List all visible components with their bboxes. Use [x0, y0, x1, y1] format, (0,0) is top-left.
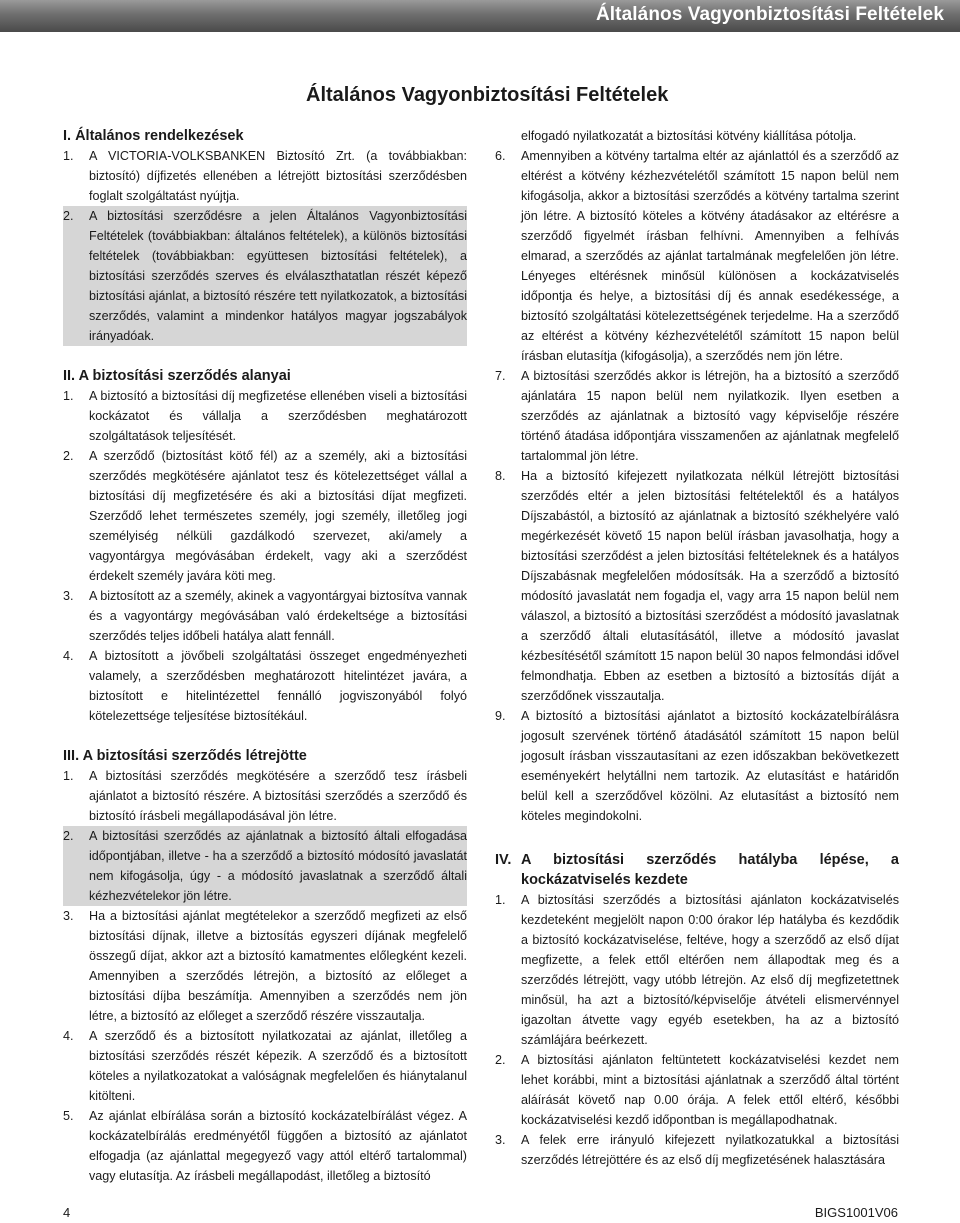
section-title: A biztosítási szerződés hatályba lépése, a kockázatviselés kezdete [521, 852, 899, 888]
list-item [63, 386, 467, 446]
list-item [63, 1106, 467, 1186]
item-text: Amennyiben a kötvény tartalma eltér az ajánlattól és a szerződő az eltérést a kötvény kézhezvételétől számított 15 napon belül nem kifogásolja, akkor a biztosítási szerződés a kötvény tartalma szerint jön létre. A biztosító köteles a kötvény átadásakor az eltérésre a szerződő figyelmét írásban felhívni. Amennyiben a felhívás elmarad, a szerződés az ajánlat tartalmának megfelelően jön létre. Lényeges eltérésnek minősül különösen a kockázatviselés időpontja és helye, a biztosítási díj és annak esedékessége, a biztosító szolgáltatási kötelezettségének terjedelme. Ha a szerződő az eltérést a kötvény kézhezvételétől számított 15 napon belül írásban elutasítja (kifogásolja), a szerződés nem jön létre. [521, 149, 899, 363]
item-text: A biztosítási szerződés megkötésére a szerződő tesz írásbeli ajánlatot a biztosító részére. A biztosítási szerződés a szerződő és biztosító írásbeli megállapodásával jön létre. [89, 769, 467, 823]
item-text: Ha a biztosító kifejezett nyilatkozata nélkül létrejött biztosítási szerződés eltér a jelen biztosítási feltételektől és a hatályos Díjszabástól, a biztosító az ajánlatnak a biztosító székhelyére való megérkezését követő 15 napon belül írásban javasolhatja, hogy a biztosítási szerződést a jelen biztosítási feltételeknek és a hatályos Díjszabásnak megfelelően módosítsák. Ha a szerződő a biztosító módosító javaslatát nem fogadja el, vagy arra 15 napon belül nem válaszol, a biztosító a biztosítási szerződést a módosító javaslatnak a szerződő általi elutasításától, illetve a módosító javaslat kézbesítésétől számított 15 napon belül 30 napos felmondási idővel felmondhatja. Ebben az esetben a biztosító a biztosítás díját a szerződőnek visszautalja. [521, 469, 899, 703]
item-text: A biztosítási szerződés akkor is létrejön, ha a biztosító a szerződő ajánlatára 15 napon belül nem nyilatkozik. Ilyen esetben a szerződés az ajánlatnak a biztosító vagy képviselője részére történő átadása időpontjára visszamenően az ajánlatnak megfelelő tartalommal jön létre. [521, 369, 899, 463]
item-number: 4. [63, 649, 74, 663]
item-number: 7. [495, 369, 506, 383]
item-number: 2. [63, 829, 74, 843]
item-text: elfogadó nyilatkozatát a biztosítási kötvény kiállítása pótolja. [521, 129, 857, 143]
item-text: A biztosító a biztosítási ajánlatot a biztosító kockázatelbírálásra jogosult szervének történő átadásától számított 15 napon belül jogosult írásban visszautasítani az ezen időszakban bekövetkezett eseményekért helytállni nem tartozik. Az elutasítást e határidőn belül kell a szerződővel közölni. Az elutasítást a biztosító nem köteles megindokolni. [521, 709, 899, 823]
list-item [495, 146, 899, 366]
item-number: 1. [495, 893, 506, 907]
item-number: 8. [495, 469, 506, 483]
list-item [495, 1130, 899, 1170]
header-banner [0, 0, 960, 32]
item-number: 3. [63, 909, 74, 923]
item-text: Ha a biztosítási ajánlat megtételekor a szerződő megfizeti az első biztosítási díjnak, illetve a biztosítás egyszeri díjának megfelelő összegű díjat, akkor azt a biztosító kamatmentes előlegként kezeli. Amennyiben a szerződés létrejön, a biztosító az előleget a biztosítási díjba beszámítja. Amennyiben a szerződés nem jön létre, a biztosító az előleget a szerződő részére visszautalja. [89, 909, 467, 1023]
item-text: A biztosított a jövőbeli szolgáltatási összeget engedményezheti valamely, a szerződésben meghatározott hitelintézet javára, a biztosított e hitelintézettel fennálló jogviszonyából folyó kötelezettsége teljesítése biztosítékául. [89, 649, 467, 723]
item-text: A biztosítási ajánlaton feltüntetett kockázatviselési kezdet nem lehet korábbi, mint a biztosítási ajánlatnak a szerződő által történt aláírását követő nap 0.00 órája. A felek ettől eltérő, későbbi kockázatviselési kezdő időpontban is megállapodhatnak. [521, 1053, 899, 1127]
list-item [63, 1026, 467, 1106]
item-text: A felek erre irányuló kifejezett nyilatkozatukkal a biztosítási szerződés létrejöttére és az első díj megfizetésének halasztására [521, 1133, 899, 1167]
list-item [63, 766, 467, 826]
item-text: Az ajánlat elbírálása során a biztosító kockázatelbírálást végez. A kockázatelbírálás eredményétől függően a biztosító az ajánlatot elfogadja (az ajánlattal megegyező vagy attól eltérő tartalommal) vagy elutasítja. Az írásbeli megállapodást, illetőleg a biztosító [89, 1109, 467, 1183]
list-item [495, 890, 899, 1050]
section-heading-3: III. A biztosítási szerződés létrejötte [63, 748, 307, 764]
item-number: 5. [63, 1109, 74, 1123]
list-item [495, 1050, 899, 1130]
right-column [495, 126, 899, 1170]
item-number: 4. [63, 1029, 74, 1043]
item-number: 9. [495, 709, 506, 723]
list-item [495, 366, 899, 466]
item-number: 3. [63, 589, 74, 603]
list-item [495, 466, 899, 706]
item-text: A szerződő és a biztosított nyilatkozatai az ajánlat, illetőleg a biztosítási szerződés részét képezik. A szerződő és a biztosított köteles a nyilatkozatokat a valóságnak megfelelően és hiánytalanul kitölteni. [89, 1029, 467, 1103]
item-text: A biztosító a biztosítási díj megfizetése ellenében viseli a biztosítási kockázatot és vállalja a szerződésben meghatározott szolgáltatások teljesítését. [89, 389, 467, 443]
item-number: 3. [495, 1133, 506, 1147]
item-text: A biztosított az a személy, akinek a vagyontárgyai biztosítva vannak és a vagyontárgy megóvásában való érdekeltsége a biztosítási szerződés teljes időbeli hatálya alatt fennáll. [89, 589, 467, 643]
item-number: 1. [63, 769, 74, 783]
page-number: 4 [63, 1205, 71, 1220]
list-item [495, 706, 899, 826]
list-item [63, 146, 467, 206]
section-heading-4 [495, 850, 899, 890]
continuation-text [495, 126, 899, 146]
section-number: IV. [495, 852, 512, 868]
item-number: 2. [495, 1053, 506, 1067]
item-text: A VICTORIA-VOLKSBANKEN Biztosító Zrt. (a továbbiakban: biztosító) díjfizetés ellenében a létrejött biztosítási szerződésben foglalt szolgáltatást nyújtja. [89, 149, 467, 203]
document-code: BIGS1001V06 [814, 1205, 898, 1220]
left-column [63, 126, 467, 1186]
item-number: 2. [63, 449, 74, 463]
list-item-highlighted [63, 826, 467, 906]
section-heading-2: II. A biztosítási szerződés alanyai [63, 368, 291, 384]
list-item [63, 446, 467, 586]
item-number: 1. [63, 149, 74, 163]
item-text: A biztosítási szerződés a biztosítási ajánlaton kockázatviselés kezdeteként megjelölt napon 0:00 órakor lép hatályba és kezdődik a biztosító kockázatviselése, feltéve, hogy a szerződő az első díjat megfizette, a felek ettől eltérően nem állapodtak meg és a szerződés létrejött, vagy utóbb létrejön. Az első díj megfizetettnek minősül, ha azt a biztosító/képviselője átvételi elismervénnyel igazoltan átvette vagy egyéb esetekben, ha az a biztosító számlájára beérkezett. [521, 893, 899, 1047]
list-item [63, 906, 467, 1026]
item-text: A biztosítási szerződés az ajánlatnak a biztosító általi elfogadása időpontjában, illetve - ha a szerződő a biztosító módosító javaslatát nem kifogásolja, úgy - a módosító javaslatnak a szerződő általi kézhezvételekor jön létre. [89, 829, 467, 903]
section-heading-1: I. Általános rendelkezések [63, 128, 244, 144]
item-text: A biztosítási szerződésre a jelen Általános Vagyonbiztosítási Feltételek (továbbiakban: általános feltételek), a különös biztosítási feltételek (továbbiakban: együttesen biztosítási feltételek), a biztosítási szerződés szerves és elválaszthatatlan részét képező biztosítási ajánlat, a biztosító részére tett nyilatkozatok, a biztosítási szerződés, valamint a mindenkor hatályos magyar jogszabályok irányadóak. [89, 209, 467, 343]
item-number: 1. [63, 389, 74, 403]
document-title: Általános Vagyonbiztosítási Feltételek [306, 84, 669, 106]
list-item [63, 586, 467, 646]
item-text: A szerződő (biztosítást kötő fél) az a személy, aki a biztosítási szerződés megkötésére ajánlatot tesz és kötelezettséget vállal a biztosítási díj megfizetésére és aki a biztosítási díjat megfizeti. Szerződő lehet természetes személy, jogi személy, illetőleg jogi személyiség nélküli gazdálkodó szervezet, aki/amely a vagyontárgya megóvásában érdekelt, vagy aki a szerződést érdekelt személy javára köti meg. [89, 449, 467, 583]
list-item-highlighted [63, 206, 467, 346]
list-item [63, 646, 467, 726]
banner-title: Általános Vagyonbiztosítási Feltételek [595, 4, 944, 25]
item-number: 2. [63, 209, 74, 223]
item-number: 6. [495, 149, 506, 163]
